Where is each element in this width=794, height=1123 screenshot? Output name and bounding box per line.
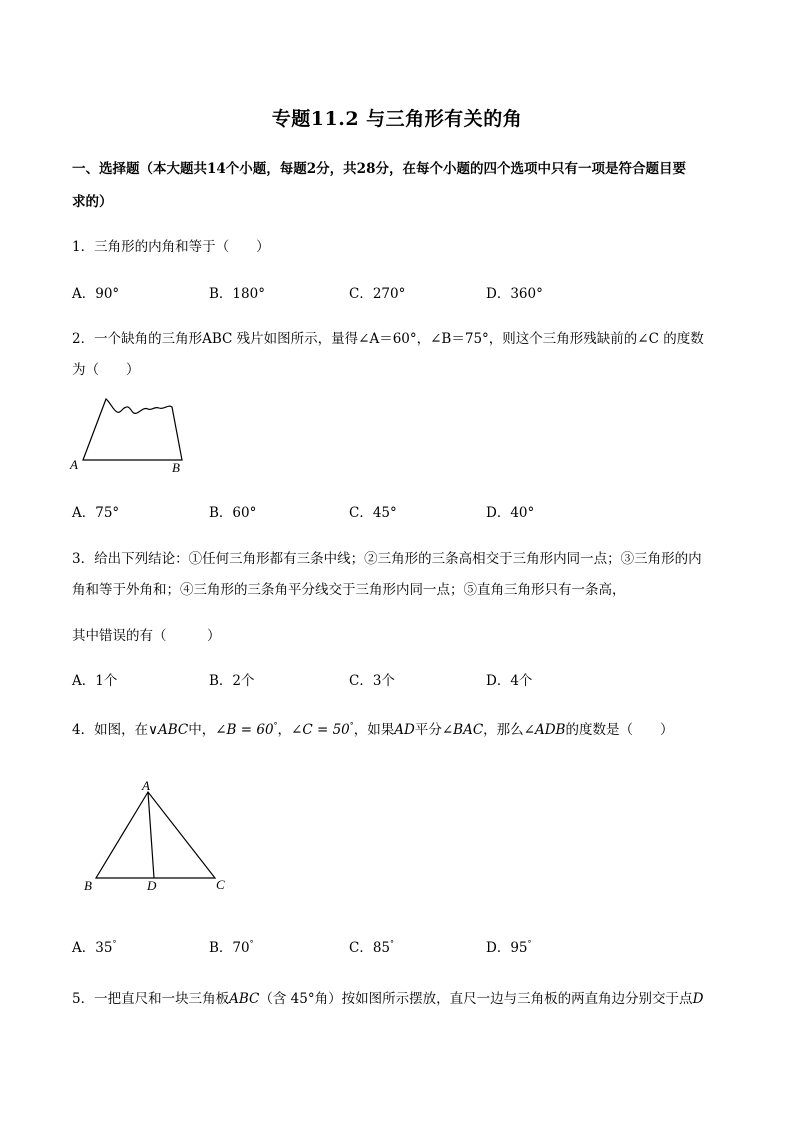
q3-option-b: B．2个 xyxy=(209,673,255,689)
q4-sep: ， xyxy=(277,722,292,738)
q4-option-a: A．35° xyxy=(72,939,117,956)
q4-prefix: 4．如图，在 xyxy=(72,722,149,738)
page-title: 专题11.2 与三角形有关的角 xyxy=(271,108,523,130)
question-5-text xyxy=(72,987,703,1007)
section-header-line1: 一、选择题（本大题共14个小题，每题2分，共28分，在每个小题的四个选项中只有一项是符合题目要 xyxy=(72,161,686,177)
q4-angle-c-degree: ° xyxy=(349,721,354,730)
q4-angle-b: ∠B = 60 xyxy=(215,722,274,738)
q2-option-d: D．40° xyxy=(486,505,535,521)
q4-label-d: D xyxy=(147,878,157,893)
question-2-line1: 2．一个缺角的三角形ABC 残片如图所示，量得∠A＝60°，∠B＝75°，则这个三角形残缺前的∠C 的度数 xyxy=(72,331,704,347)
q4-triangle-name: ∨ABC xyxy=(148,722,189,738)
q1-option-c: C．270° xyxy=(349,286,406,302)
q4-option-d: D．95° xyxy=(486,939,532,956)
q2-label-a: A xyxy=(70,457,78,472)
q4-label-a: A xyxy=(142,778,150,793)
q4-label-b: B xyxy=(84,878,92,893)
q4-angle-bac: ∠BAC xyxy=(441,722,484,738)
q5-prefix: 5．一把直尺和一块三角板 xyxy=(72,991,230,1007)
q4-bisector-ad xyxy=(148,792,154,878)
q4-angle-c: ∠C = 50 xyxy=(291,722,350,738)
q4-angle-b-degree: ° xyxy=(273,721,278,730)
q3-option-c: C．3个 xyxy=(349,673,395,689)
q4-triangle-abc xyxy=(96,792,215,878)
q4-angle-adb: ∠ADB xyxy=(523,722,566,738)
q4-triangle-figure xyxy=(78,776,238,898)
q2-broken-triangle-figure xyxy=(66,390,196,478)
q1-option-b: B．180° xyxy=(209,286,265,302)
question-3-line3: 其中错误的有（ ） xyxy=(72,628,221,644)
q4-option-c: C．85° xyxy=(349,939,395,956)
q2-option-b: B．60° xyxy=(209,505,257,521)
question-3-line2: 角和等于外角和；④三角形的三条角平分线交于三角形内同一点；⑤直角三角形只有一条高， xyxy=(72,582,626,598)
question-2-line2: 为（ ） xyxy=(72,362,140,378)
q4-label-c: C xyxy=(216,877,225,892)
question-4-text xyxy=(72,718,673,738)
q4-ad: AD xyxy=(394,722,415,738)
q5-point-d: D xyxy=(692,991,704,1007)
q4-option-b: B．70° xyxy=(209,939,254,956)
q4-mid3: 平分 xyxy=(414,722,442,738)
q4-suffix: 的度数是（ ） xyxy=(565,722,674,738)
q5-triangle-name: ABC xyxy=(229,991,260,1007)
q3-option-a: A．1个 xyxy=(72,673,118,689)
question-3-line1: 3．给出下列结论：①任何三角形都有三条中线；②三角形的三条高相交于三角形内同一点；③三角形的内 xyxy=(72,551,702,567)
q4-mid1: 中， xyxy=(188,722,216,738)
q5-mid: （含 45°角）按如图所示摆放，直尺一边与三角板的两直角边分别交于点 xyxy=(259,991,693,1007)
q2-option-c: C．45° xyxy=(349,505,397,521)
question-1-text: 1．三角形的内角和等于（ ） xyxy=(72,239,270,255)
q4-mid4: ，那么 xyxy=(483,722,524,738)
section-header-line2: 求的） xyxy=(72,194,113,210)
q2-figure-outline xyxy=(83,399,182,460)
q1-option-a: A．90° xyxy=(72,286,120,302)
q4-mid2: ，如果 xyxy=(353,722,395,738)
q2-option-a: A．75° xyxy=(72,505,120,521)
q1-option-d: D．360° xyxy=(486,286,543,302)
q3-option-d: D．4个 xyxy=(486,673,533,689)
q2-label-b: B xyxy=(172,460,180,475)
